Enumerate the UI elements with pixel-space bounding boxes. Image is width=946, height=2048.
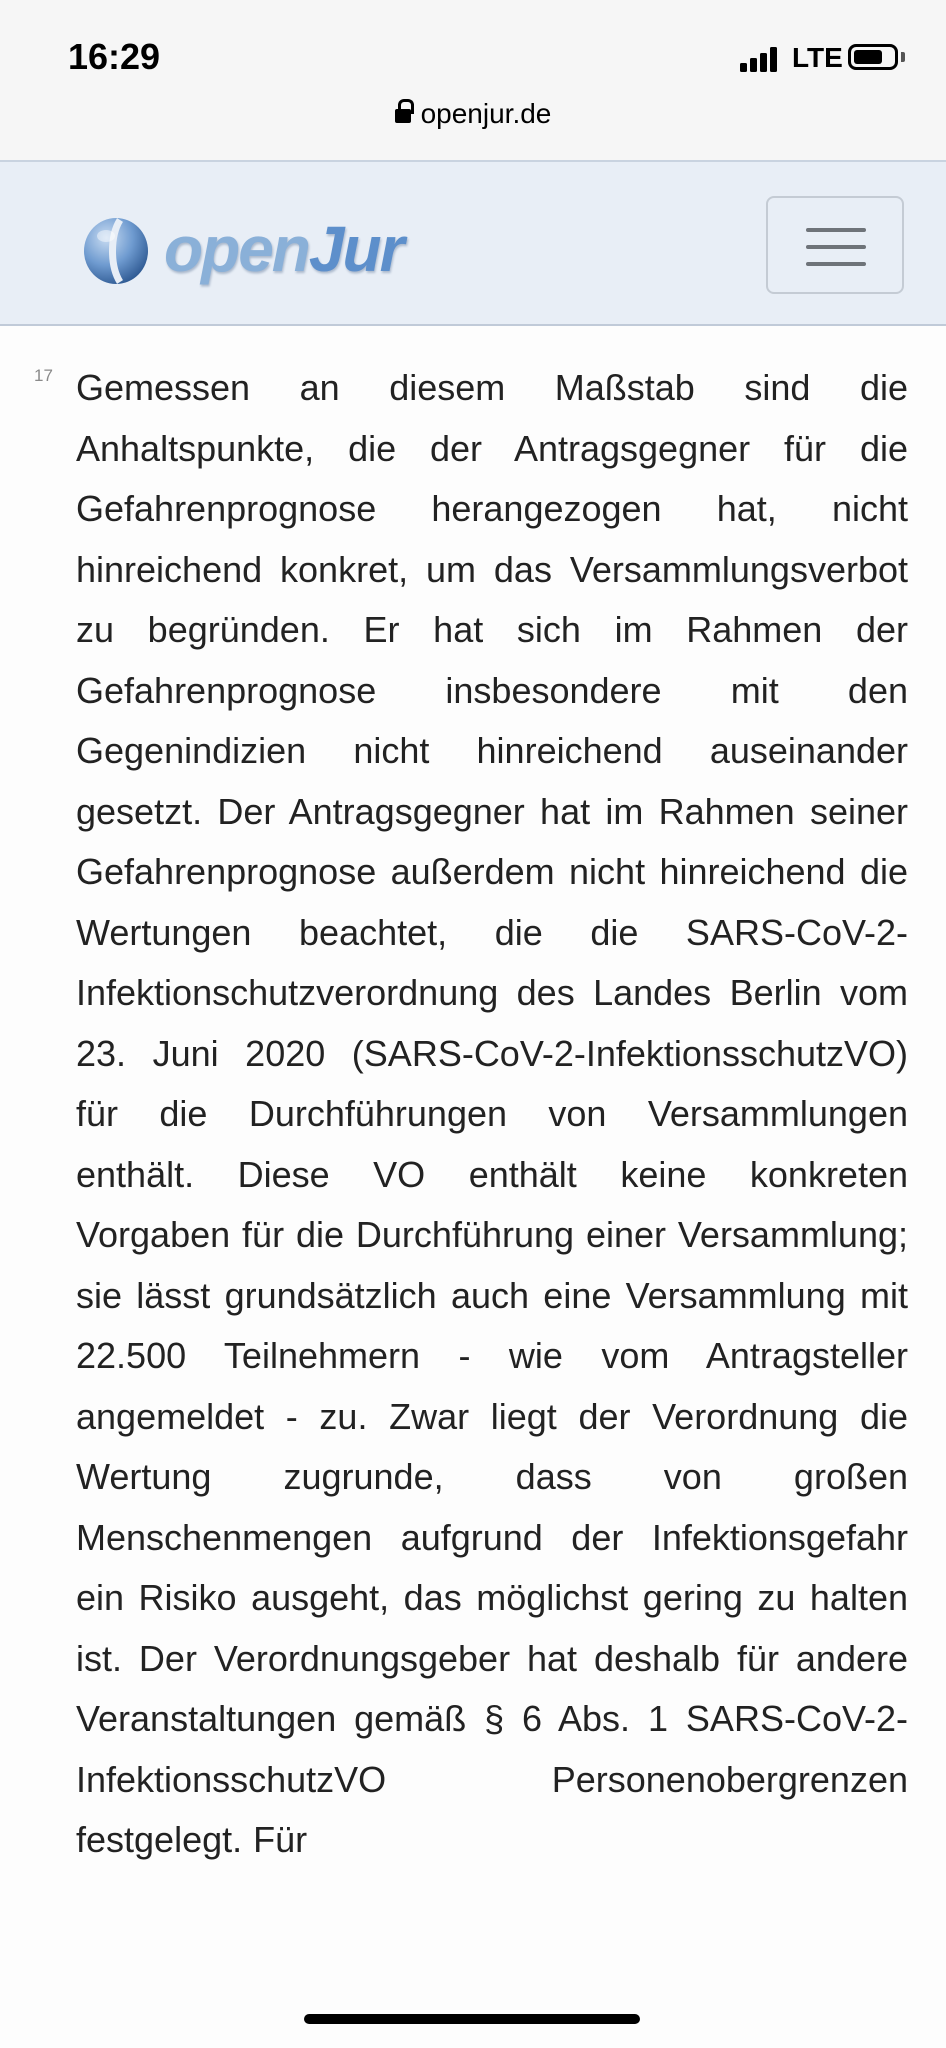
site-header xyxy=(0,160,946,326)
hamburger-icon-middle xyxy=(806,245,866,249)
document-content xyxy=(0,326,946,2048)
network-type: LTE xyxy=(792,42,843,73)
address-bar[interactable] xyxy=(0,98,946,130)
battery-icon xyxy=(848,44,898,70)
lock-icon xyxy=(395,109,411,123)
hamburger-icon xyxy=(806,228,866,232)
battery-cap xyxy=(901,52,905,62)
home-indicator[interactable] xyxy=(304,2014,640,2024)
status-bar xyxy=(0,0,946,160)
logo-prefix: open xyxy=(164,213,309,285)
status-time: 16:29 xyxy=(68,36,161,77)
url-text: openjur.de xyxy=(420,98,552,129)
paragraph-text: Gemessen an diesem Maßstab sind die Anhaltspunkte, die der Antragsgegner für die Gefahrenprognose herangezogen hat, nicht hinreichend konkret, um das Versammlungsverbot zu begründen. Er hat sich im Rahmen der Gefahrenprognose insbesondere mit den Gegenindizien nicht hinreichend auseinander gesetzt. Der Antragsgegner hat im Rahmen seiner Gefahrenprognose außerdem nicht hinreichend die Wertungen beachtet, die die SARS-CoV-2-Infektionschutzverordnung des Landes Berlin vom 23. Juni 2020 (SARS-CoV-2-InfektionsschutzVO) für die Durchführungen von Versammlungen enthält. Diese VO enthält keine konkreten Vorgaben für die Durchführung einer Versammlung; sie lässt grundsätzlich auch eine Versammlung mit 22.500 Teilnehmern - wie vom Antragsteller angemeldet - zu. Zwar liegt der Verordnung die Wertung zugrunde, dass von großen Menschenmengen aufgrund der Infektionsgefahr ein Risiko ausgeht, das möglichst gering zu halten ist. Der Verordnungsgeber hat deshalb für andere Veranstaltungen gemäß § 6 Abs. 1 SARS-CoV-2-InfektionsschutzVO Personenobergrenzen festgelegt. Für xyxy=(76,367,908,1860)
logo-suffix: Jur xyxy=(308,213,403,285)
logo-sphere-icon xyxy=(80,214,152,286)
paragraph-number: 17 xyxy=(34,366,53,385)
signal-icon xyxy=(740,46,784,72)
hamburger-icon-bottom xyxy=(806,262,866,266)
logo-text xyxy=(164,212,402,286)
menu-button[interactable] xyxy=(766,196,904,294)
